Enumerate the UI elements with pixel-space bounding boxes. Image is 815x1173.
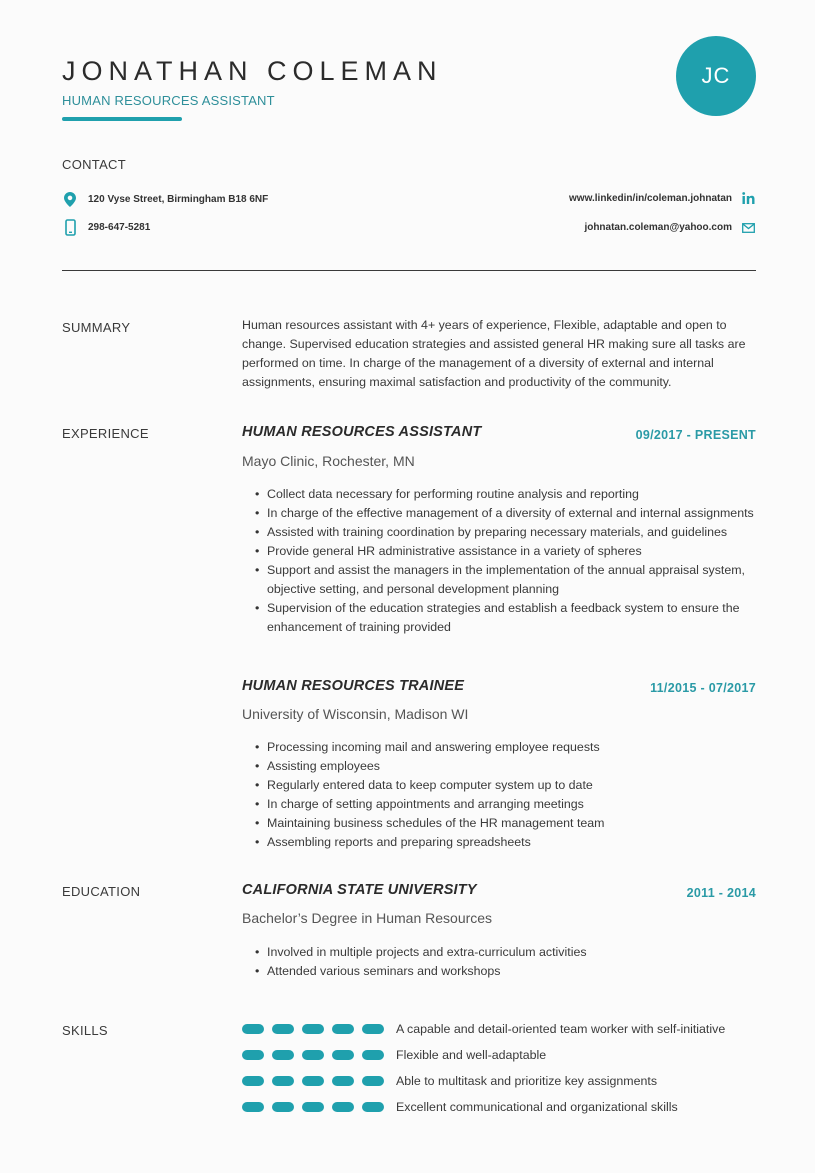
skill-level-3 (242, 1102, 392, 1112)
list-item: • Attended various seminars and workshops (242, 962, 757, 981)
education-heading: EDUCATION (62, 884, 141, 899)
skill-row (242, 1045, 725, 1065)
skill-level-pill (302, 1024, 324, 1034)
title-underline (62, 117, 182, 121)
skills-list (242, 1019, 725, 1117)
skill-level-pill (332, 1102, 354, 1112)
job-bullets (242, 738, 757, 852)
list-item: • Assisted with training coordination by preparing necessary materials, and guidelines (242, 523, 757, 542)
skill-level-pill (362, 1050, 384, 1060)
skill-level-pill (362, 1102, 384, 1112)
skill-level-pill (272, 1024, 294, 1034)
skill-level-pill (272, 1102, 294, 1112)
skill-level-pill (332, 1050, 354, 1060)
linkedin-row[interactable] (569, 192, 756, 204)
job-dates: 11/2015 - 07/2017 (650, 681, 756, 695)
skill-level-1 (242, 1050, 392, 1060)
summary-text: Human resources assistant with 4+ years of experience, Flexible, adaptable and open to change. Supervised education strategies and assisted general HR making sure all tasks are performed on time. In charge of the management of a diversity of external and internal assignments, ensuring maximal satisfaction and productivity of the community. (242, 318, 746, 389)
email-row[interactable] (584, 222, 756, 233)
location-pin-icon (62, 192, 78, 207)
email-text[interactable]: johnatan.coleman@yahoo.com (584, 222, 732, 233)
address-row (62, 192, 268, 207)
job-bullets (242, 485, 757, 637)
list-item: • Involved in multiple projects and extra-curriculum activities (242, 943, 757, 962)
skill-level-pill (332, 1076, 354, 1086)
skill-level-pill (302, 1076, 324, 1086)
skill-level-pill (272, 1050, 294, 1060)
skill-row (242, 1019, 725, 1039)
list-item: • Regularly entered data to keep computer system up to date (242, 776, 757, 795)
skill-level-pill (362, 1024, 384, 1034)
experience-heading: EXPERIENCE (62, 426, 149, 441)
job-title: HUMAN RESOURCES ASSISTANT (242, 424, 482, 440)
skill-text: A capable and detail-oriented team worker with self-initiative (396, 1022, 726, 1036)
skill-text: Excellent communicational and organizational skills (396, 1100, 678, 1114)
skill-level-pill (242, 1102, 264, 1112)
skill-level-pill (242, 1024, 264, 1034)
list-item: • Collect data necessary for performing routine analysis and reporting (242, 485, 757, 504)
job-organization: Mayo Clinic, Rochester, MN (242, 453, 415, 469)
list-item: • Assisting employees (242, 757, 757, 776)
skills-heading: SKILLS (62, 1023, 108, 1038)
degree: Bachelor’s Degree in Human Resources (242, 910, 493, 926)
skill-text: Flexible and well-adaptable (396, 1048, 547, 1062)
skill-level-pill (332, 1024, 354, 1034)
contact-heading: CONTACT (62, 157, 126, 172)
list-item: • Provide general HR administrative assistance in a variety of spheres (242, 542, 757, 561)
address-text: 120 Vyse Street, Birmingham B18 6NF (88, 194, 269, 205)
email-icon[interactable] (740, 223, 756, 233)
skill-text: Able to multitask and prioritize key assignments (396, 1074, 658, 1088)
skill-level-0 (242, 1024, 392, 1034)
skill-row (242, 1097, 725, 1117)
candidate-name: JONATHAN COLEMAN (62, 56, 443, 86)
phone-icon (62, 219, 78, 236)
skill-row (242, 1071, 725, 1091)
list-item: • Supervision of the education strategies and establish a feedback system to ensure the enhancement of training provided (242, 599, 757, 637)
skill-level-pill (302, 1050, 324, 1060)
avatar-initials: JC (701, 63, 731, 88)
skill-level-pill (302, 1102, 324, 1112)
contact-divider (62, 270, 756, 271)
list-item: • Processing incoming mail and answering employee requests (242, 738, 757, 757)
job-title-subtitle: HUMAN RESOURCES ASSISTANT (62, 93, 275, 108)
list-item: • In charge of the effective management of a diversity of external and internal assignments (242, 504, 757, 523)
skill-level-pill (272, 1076, 294, 1086)
phone-row (62, 219, 150, 236)
job-organization: University of Wisconsin, Madison WI (242, 706, 469, 722)
education-bullets (242, 943, 757, 981)
list-item: • In charge of setting appointments and arranging meetings (242, 795, 757, 814)
job-title: HUMAN RESOURCES TRAINEE (242, 678, 465, 694)
linkedin-icon[interactable] (740, 192, 756, 204)
summary-heading: SUMMARY (62, 320, 131, 335)
linkedin-text[interactable]: www.linkedin/in/coleman.johnatan (569, 192, 732, 204)
list-item: • Maintaining business schedules of the HR management team (242, 814, 757, 833)
list-item: • Assembling reports and preparing spreadsheets (242, 833, 757, 852)
job-dates: 09/2017 - PRESENT (635, 428, 756, 442)
skill-level-2 (242, 1076, 392, 1086)
skill-level-pill (242, 1076, 264, 1086)
list-item: • Support and assist the managers in the implementation of the annual appraisal system, objective setting, and personal development planning (242, 561, 757, 599)
education-dates: 2011 - 2014 (686, 886, 756, 900)
skill-level-pill (242, 1050, 264, 1060)
school-name: CALIFORNIA STATE UNIVERSITY (242, 882, 477, 898)
avatar (676, 36, 756, 116)
phone-text: 298-647-5281 (88, 222, 151, 233)
skill-level-pill (362, 1076, 384, 1086)
